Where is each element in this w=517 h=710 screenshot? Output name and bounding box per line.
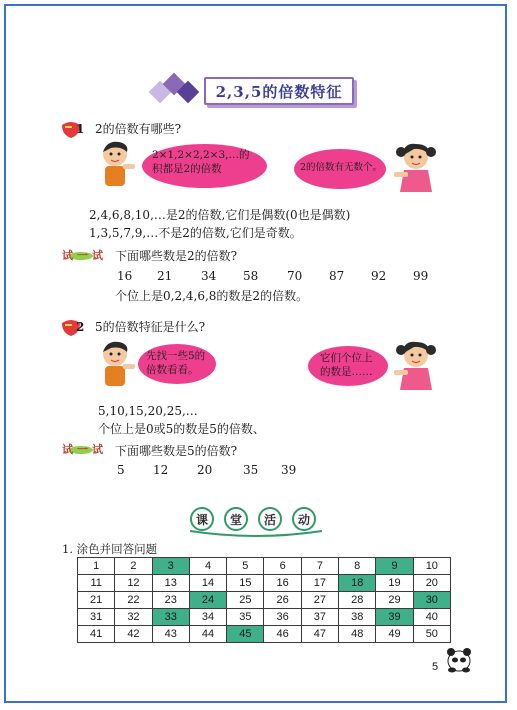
grid-row [78,626,451,643]
grid-cell[interactable]: 38 [339,609,376,626]
grid-cell[interactable]: 1 [78,558,115,575]
grid-cell[interactable]: 22 [115,592,152,609]
grid-cell[interactable]: 25 [227,592,264,609]
grid-cell[interactable]: 28 [339,592,376,609]
boy-speech-text-2: 先找一些5的倍数看看。 [146,350,206,376]
activity-item-1: 1. 涂色并回答问题 [62,542,158,556]
number-item: 35 [243,463,259,477]
number-item: 5 [117,463,125,477]
grid-cell[interactable]: 36 [264,609,301,626]
boy-illustration-2 [97,340,139,390]
grid-cell[interactable]: 42 [115,626,152,643]
title-decoration [150,78,210,106]
grid-cell[interactable]: 48 [339,626,376,643]
question-2-number: 2 [76,320,85,334]
grid-cell[interactable]: 35 [227,609,264,626]
grid-cell[interactable]: 2 [115,558,152,575]
grid-cell[interactable]: 18 [339,575,376,592]
number-item: 12 [153,463,169,477]
number-item: 21 [157,269,173,283]
grid-cell[interactable]: 32 [115,609,152,626]
grid-cell[interactable]: 40 [413,609,450,626]
grid-cell[interactable]: 45 [227,626,264,643]
grid-row [78,575,451,592]
grid-cell[interactable]: 8 [339,558,376,575]
grid-cell[interactable]: 47 [301,626,338,643]
grid-cell[interactable]: 49 [376,626,413,643]
try-it-label-1: 试一试 [62,249,107,262]
section2-line-1: 5,10,15,20,25,… [98,404,198,418]
number-grid [77,557,451,643]
number-item: 92 [371,269,387,283]
grid-cell[interactable]: 7 [301,558,338,575]
section1-line-2: 1,3,5,7,9,…不是2的倍数,它们是奇数。 [89,226,302,240]
grid-cell[interactable]: 12 [115,575,152,592]
number-item: 39 [281,463,297,477]
girl-speech-text-1: 2的倍数有无数个。 [300,162,383,173]
grid-cell[interactable]: 29 [376,592,413,609]
number-grid-table [77,557,451,643]
activity-char-3: 活 [258,507,282,531]
question-1-number: 1 [76,122,85,136]
activity-header [186,505,326,539]
grid-cell[interactable]: 14 [189,575,226,592]
grid-cell[interactable]: 20 [413,575,450,592]
grid-row [78,592,451,609]
grid-cell[interactable]: 13 [152,575,189,592]
grid-cell[interactable]: 21 [78,592,115,609]
try-it-question-1: 下面哪些数是2的倍数? [115,249,238,263]
number-item: 34 [201,269,217,283]
number-item: 99 [413,269,429,283]
grid-cell[interactable]: 9 [376,558,413,575]
section1-line-1: 2,4,6,8,10,…是2的倍数,它们是偶数(0也是偶数) [89,208,351,222]
try-it-label-2: 试一试 [62,443,107,456]
boy-speech-text-1: 2×1,2×2,2×3,…的积都是2的倍数 [152,149,250,175]
activity-char-1: 课 [190,507,214,531]
grid-cell[interactable]: 46 [264,626,301,643]
grid-cell[interactable]: 39 [376,609,413,626]
try-it-question-2: 下面哪些数是5的倍数? [115,444,238,458]
girl-speech-bubble-2 [308,346,388,386]
grid-cell[interactable]: 24 [189,592,226,609]
grid-cell[interactable]: 34 [189,609,226,626]
question-1-text: 2的倍数有哪些? [95,122,182,136]
boy-speech-bubble-1 [142,144,267,188]
grid-cell[interactable]: 4 [189,558,226,575]
boy-illustration [97,140,139,190]
number-item: 20 [197,463,213,477]
girl-illustration-2 [392,340,438,392]
grid-cell[interactable]: 6 [264,558,301,575]
girl-illustration [392,142,438,194]
grid-row [78,609,451,626]
number-item: 58 [243,269,259,283]
grid-cell[interactable]: 15 [227,575,264,592]
grid-row [78,558,451,575]
number-item: 70 [287,269,303,283]
grid-cell[interactable]: 17 [301,575,338,592]
grid-cell[interactable]: 41 [78,626,115,643]
page-title: 2,3,5的倍数特征 [204,77,354,105]
grid-cell[interactable]: 30 [413,592,450,609]
grid-cell[interactable]: 31 [78,609,115,626]
grid-cell[interactable]: 23 [152,592,189,609]
grid-cell[interactable]: 3 [152,558,189,575]
panda-icon [445,643,473,673]
grid-cell[interactable]: 26 [264,592,301,609]
activity-char-4: 动 [292,507,316,531]
page-number: 5 [432,661,439,673]
girl-speech-bubble-1 [294,149,386,189]
section2-line-2: 个位上是0或5的数是5的倍数、 [98,422,265,436]
grid-cell[interactable]: 37 [301,609,338,626]
grid-cell[interactable]: 50 [413,626,450,643]
grid-cell[interactable]: 33 [152,609,189,626]
grid-cell[interactable]: 11 [78,575,115,592]
section1-conclusion: 个位上是0,2,4,6,8的数是2的倍数。 [115,289,309,303]
grid-cell[interactable]: 43 [152,626,189,643]
grid-cell[interactable]: 16 [264,575,301,592]
grid-cell[interactable]: 19 [376,575,413,592]
girl-speech-text-2: 它们个位上的数是…… [320,352,373,378]
activity-char-2: 堂 [224,507,248,531]
number-item: 16 [117,269,133,283]
grid-cell[interactable]: 10 [413,558,450,575]
number-item: 87 [329,269,345,283]
question-2-text: 5的倍数特征是什么? [95,320,206,334]
boy-speech-bubble-2 [138,344,216,384]
grid-cell[interactable]: 5 [227,558,264,575]
grid-cell[interactable]: 27 [301,592,338,609]
grid-cell[interactable]: 44 [189,626,226,643]
